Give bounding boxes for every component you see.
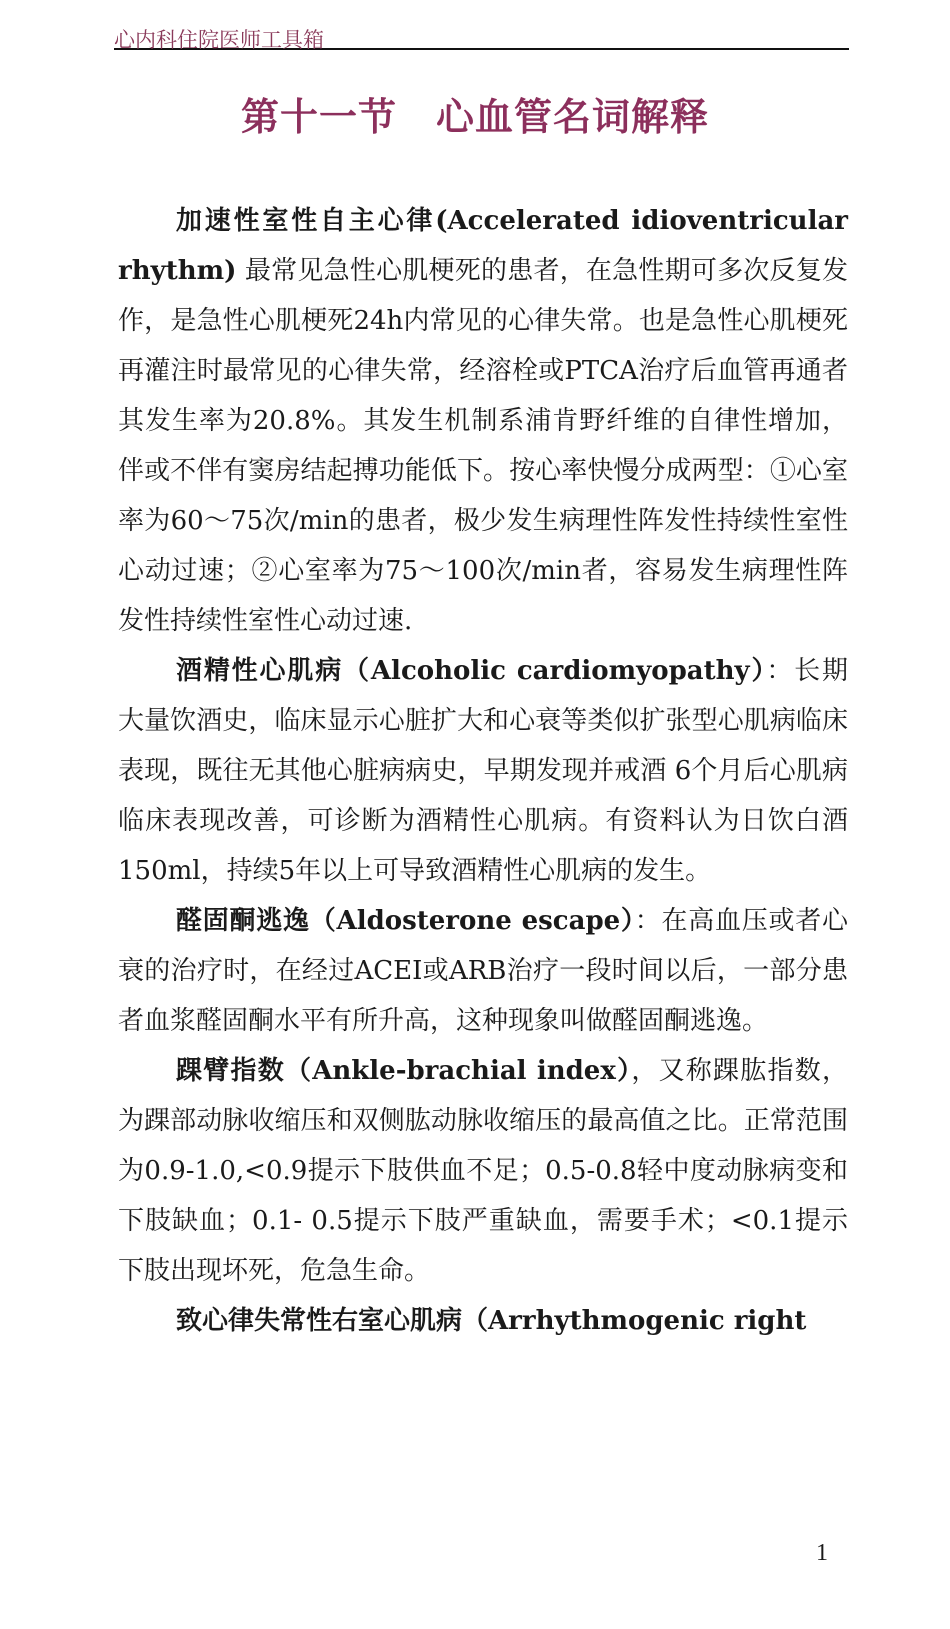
glossary-entry [118, 1046, 848, 1296]
glossary-entry [118, 896, 848, 1046]
entry-definition: ，又称踝肱指数，为踝部动脉收缩压和双侧肱动脉收缩压的最高值之比。正常范围为0.9-1.0,<0.9提示下肢供血不足；0.5-0.8轻中度动脉病变和下肢缺血；0.1- 0.5提示下肢严重缺血，需要手术；<0.1提示下肢出现坏死，危急生命。 [118, 1056, 848, 1286]
glossary-entry [118, 196, 848, 646]
entry-definition: ：长期大量饮酒史，临床显示心脏扩大和心衰等类似扩张型心肌病临床表现，既往无其他心脏病病史，早期发现并戒酒 6个月后心肌病临床表现改善，可诊断为酒精性心肌病。有资料认为日饮白酒150ml，持续5年以上可导致酒精性心肌病的发生。 [118, 656, 848, 886]
entry-term: 致心律失常性右室心肌病（Arrhythmogenic right [176, 1306, 807, 1336]
entry-term: 加速性室性自主心律(Accelerated idioventricular rhythm) [118, 206, 848, 286]
entry-term: 醛固酮逃逸（Aldosterone escape） [176, 906, 635, 936]
glossary-entry [118, 646, 848, 896]
page-number: 1 [816, 1540, 828, 1566]
section-title: 第十一节 心血管名词解释 [240, 95, 709, 139]
running-header-text: 心内科住院医师工具箱 [114, 28, 324, 52]
glossary-content [118, 196, 848, 1346]
entry-term: 酒精性心肌病（Alcoholic cardiomyopathy） [176, 656, 767, 686]
running-header [114, 22, 849, 50]
entry-term: 踝臂指数（Ankle-brachial index） [176, 1056, 632, 1086]
entry-definition: ：在高血压或者心衰的治疗时，在经过ACEI或ARB治疗一段时间以后，一部分患者血浆醛固酮水平有所升高，这种现象叫做醛固酮逃逸。 [118, 906, 848, 1036]
glossary-entry [118, 1296, 848, 1346]
entry-definition: 最常见急性心肌梗死的患者，在急性期可多次反复发作，是急性心肌梗死24h内常见的心律失常。也是急性心肌梗死再灌注时最常见的心律失常，经溶栓或PTCA治疗后血管再通者其发生率为20.8%。其发生机制系浦肯野纤维的自律性增加，伴或不伴有窦房结起搏功能低下。按心率快慢分成两型：①心室率为60～75次/min的患者，极少发生病理性阵发性持续性室性心动过速；②心室率为75～100次/min者，容易发生病理性阵发性持续性室性心动过速. [118, 256, 848, 636]
